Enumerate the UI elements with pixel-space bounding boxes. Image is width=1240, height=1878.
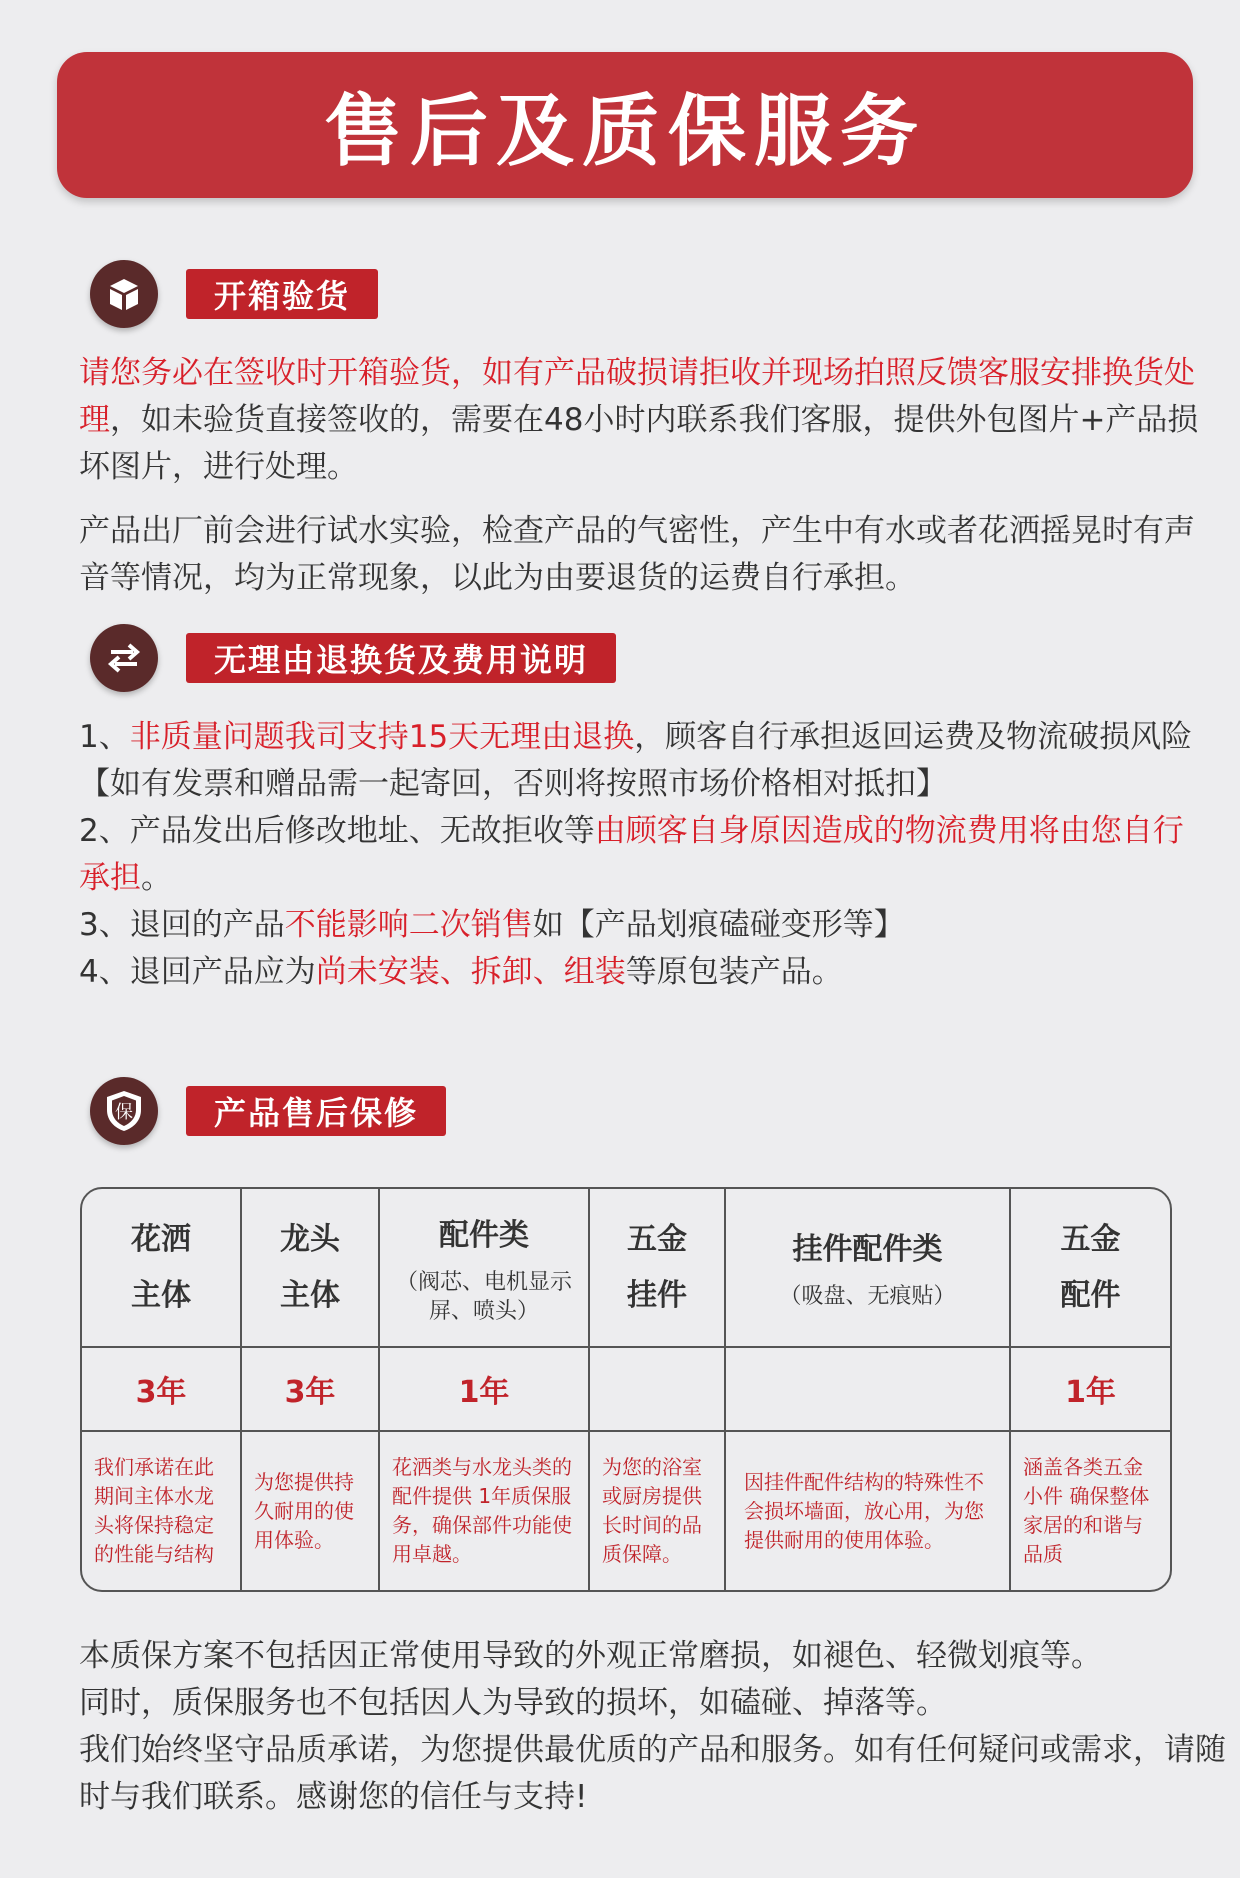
item-text: 等原包装产品。 [625, 954, 843, 990]
item-text: 如【产品划痕磕碰变形等】 [532, 907, 905, 943]
footer-notes [79, 1633, 1229, 1821]
header-line: 龙头 [280, 1221, 340, 1257]
item-prefix: 4、退回产品应为 [79, 954, 316, 990]
footer-line-3: 我们始终坚守品质承诺，为您提供最优质的产品和服务。如有任何疑问或需求，请随时与我们联系。感谢您的信任与支持! [79, 1732, 1226, 1815]
section-tag-returns: 无理由退换货及费用说明 [186, 633, 616, 683]
desc-text: 涵盖各类五金小件 确保整体家居的和谐与品质 [1023, 1455, 1150, 1566]
item-text: ，顾客自行承担返回运费及物流破损风险【如有发票和赠品需一起寄回，否则将按照市场价格相对抵扣】 [79, 719, 1193, 802]
item-highlight: 不能影响二次销售 [284, 907, 533, 943]
unboxing-text: ，如未验货直接签收的，需要在48小时内联系我们客服，提供外包图片+产品损坏图片，进行处理。 [79, 402, 1199, 485]
swap-arrows-icon [90, 624, 158, 692]
desc-text: 为您的浴室或厨房提供长时间的品质保障。 [602, 1455, 702, 1566]
header-line: 挂件配件类 [792, 1232, 943, 1267]
header-line: 配件 [1060, 1277, 1121, 1313]
header-cell-pendant-accessories [726, 1189, 1011, 1348]
header-line: 花洒 [131, 1221, 191, 1257]
returns-list [79, 714, 1199, 996]
years-cell: 1年 [1011, 1348, 1170, 1432]
returns-item-1 [79, 714, 1199, 808]
page-title: 售后及质保服务 [323, 87, 926, 177]
box-icon [90, 260, 158, 328]
header-cell-hardware-parts [1011, 1189, 1170, 1348]
item-prefix: 2、产品发出后修改地址、无故拒收等 [79, 813, 595, 849]
unboxing-highlight: 请您务必在签收时开箱验货，如有产品破损请拒收并现场拍照反馈客服安排换货处理 [79, 355, 1195, 438]
desc-cell [82, 1432, 242, 1590]
section-warranty-header [90, 1076, 446, 1146]
unboxing-paragraph-1 [79, 350, 1199, 491]
returns-item-2 [79, 808, 1199, 902]
footer-line-1: 本质保方案不包括因正常使用导致的外观正常磨损，如褪色、轻微划痕等。 [79, 1638, 1102, 1674]
warranty-years-row [82, 1348, 1170, 1432]
years-cell [726, 1348, 1011, 1432]
section-unboxing-header [90, 259, 378, 329]
shield-icon [90, 1077, 158, 1145]
header-cell-hardware-pendant [590, 1189, 726, 1348]
item-text: 。 [141, 860, 172, 896]
item-highlight: 由顾客自身原因造成的物流费用将由您自行承担 [79, 813, 1184, 896]
desc-text: 因挂件配件结构的特殊性不会损坏墙面，放心用，为您提供耐用的使用体验。 [744, 1469, 984, 1552]
warranty-table [80, 1187, 1172, 1592]
header-line: 挂件 [627, 1277, 687, 1313]
item-highlight: 非质量问题我司支持15天无理由退换 [129, 719, 635, 755]
header-line: 主体 [280, 1277, 340, 1313]
footer-line-2: 同时，质保服务也不包括因人为导致的损坏，如磕碰、掉落等。 [79, 1685, 947, 1721]
desc-text: 花洒类与水龙头类的配件提供 1年质保服务，确保部件功能使用卓越。 [392, 1455, 572, 1566]
header-sub: （吸盘、无痕贴） [779, 1284, 956, 1309]
desc-cell [242, 1432, 380, 1590]
section-tag-warranty: 产品售后保修 [186, 1086, 446, 1136]
desc-cell [380, 1432, 590, 1590]
item-highlight: 尚未安装、拆卸、组装 [315, 954, 626, 990]
warranty-header-row [82, 1189, 1170, 1348]
years-cell [590, 1348, 726, 1432]
header-sub: （阀芯、电机显示屏、喷头） [395, 1269, 572, 1324]
item-prefix: 1、 [79, 719, 130, 755]
unboxing-paragraph-2: 产品出厂前会进行试水实验，检查产品的气密性，产生中有水或者花洒摇晃时有声音等情况，均为正常现象，以此为由要退货的运费自行承担。 [79, 513, 1195, 596]
section-returns-header [90, 623, 616, 693]
header-line: 五金 [627, 1221, 687, 1257]
header-cell-faucet [242, 1189, 380, 1348]
header-cell-accessories [380, 1189, 590, 1348]
section-tag-unboxing: 开箱验货 [186, 269, 378, 319]
warranty-desc-row [82, 1432, 1170, 1590]
title-banner [57, 52, 1193, 198]
desc-text: 为您提供持久耐用的使用体验。 [254, 1469, 354, 1552]
shield-icon-char: 保 [115, 1102, 133, 1123]
years-cell: 1年 [380, 1348, 590, 1432]
returns-item-4 [79, 949, 1199, 996]
header-line: 主体 [131, 1277, 191, 1313]
years-cell: 3年 [82, 1348, 242, 1432]
header-line: 五金 [1060, 1221, 1121, 1257]
years-cell: 3年 [242, 1348, 380, 1432]
desc-cell [590, 1432, 726, 1590]
header-line: 配件类 [439, 1217, 529, 1253]
returns-item-3 [79, 902, 1199, 949]
desc-text: 我们承诺在此期间主体水龙头将保持稳定的性能与结构 [94, 1455, 214, 1566]
desc-cell [1011, 1432, 1170, 1590]
header-cell-shower [82, 1189, 242, 1348]
item-prefix: 3、退回的产品 [79, 907, 285, 943]
desc-cell [726, 1432, 1011, 1590]
